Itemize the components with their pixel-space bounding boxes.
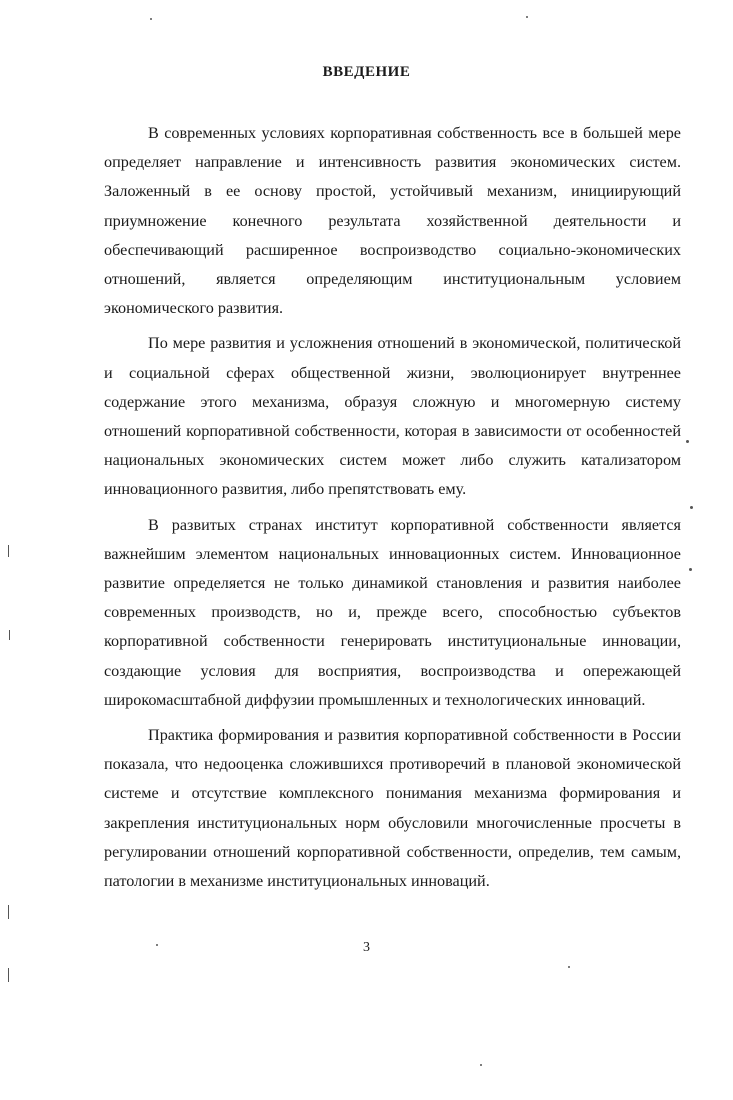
- scan-speck: [8, 905, 9, 919]
- scan-speck: [156, 944, 158, 946]
- scan-speck: [8, 545, 9, 557]
- scan-speck: [689, 568, 692, 571]
- paragraph-2: По мере развития и усложнения отношений в экономической, политической и социальной сферах общественной жизни, эволюционирует внутреннее содержание этого механизма, образуя сложную и многомерную систему отношений корпоративной собственности, которая в зависимости от особенностей национальных экономических систем может либо служить катализатором инновационного развития, либо препятствовать ему.: [104, 334, 681, 499]
- scan-speck: [690, 506, 693, 509]
- scan-speck: [8, 968, 9, 982]
- paragraph-3: В развитых странах институт корпоративной собственности является важнейшим элементом национальных инновационных систем. Инновационное развитие определяется не только динамикой становления и развития наиболее современных производств, но и, прежде всего, способностью субъектов корпоративной собственности генерировать институциональные инновации, создающие условия для восприятия, воспроизводства и опережающей широкомасштабной диффузии промышленных и технологических инноваций.: [104, 515, 681, 709]
- page-number: 3: [363, 940, 370, 955]
- scan-speck: [686, 440, 689, 443]
- paragraph-1: В современных условиях корпоративная собственность все в большей мере определяет направление и интенсивность развития экономических систем. Заложенный в ее основу простой, устойчивый механизм, инициирующий приумножение конечного результата хозяйственной деятельности и обеспечивающий расширенное воспроизводство социально-экономических отношений, является определяющим институциональным условием экономического развития.: [104, 124, 681, 318]
- body-text: [104, 119, 681, 896]
- scan-speck: [150, 18, 152, 20]
- paragraph-4: Практика формирования и развития корпоративной собственности в России показала, что недооценка сложившихся противоречий в плановой экономической системе и отсутствие комплексного понимания механизма формирования и закрепления институциональных норм обусловили многочисленные просчеты в регулировании отношений корпоративной собственности, определив, тем самым, патологии в механизме институциональных инноваций.: [104, 726, 681, 891]
- scan-speck: [480, 1064, 482, 1066]
- scan-speck: [9, 630, 10, 640]
- scan-speck: [568, 966, 570, 968]
- scan-speck: [526, 16, 528, 18]
- section-heading: ВВЕДЕНИЕ: [322, 64, 411, 80]
